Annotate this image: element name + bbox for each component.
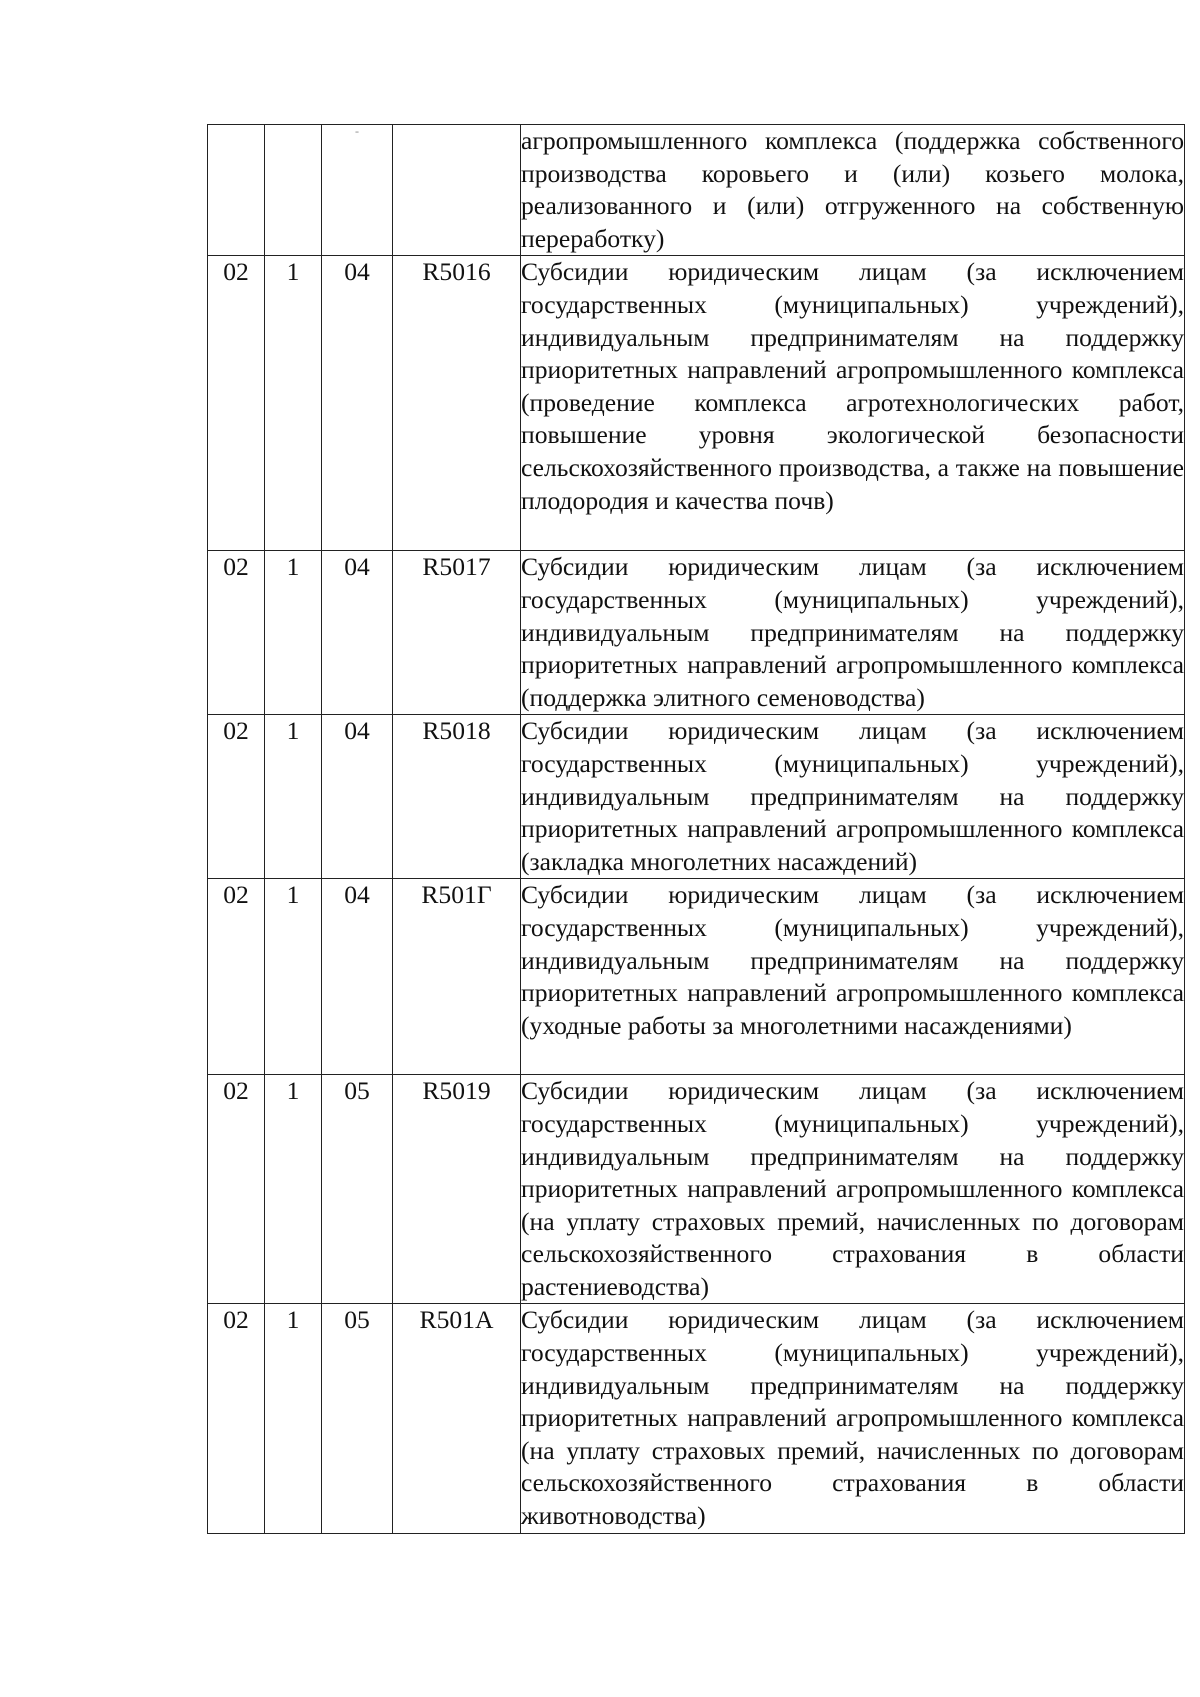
direction-code-cell: R5017 — [393, 551, 521, 715]
subprogram-code-cell: 1 — [265, 551, 322, 715]
main-event-code-cell: 05 — [322, 1304, 393, 1534]
main-event-code-cell — [322, 125, 393, 256]
table-row — [208, 1075, 1185, 1304]
table-row — [208, 551, 1185, 715]
subprogram-code-cell — [265, 125, 322, 256]
subprogram-code-cell: 1 — [265, 1304, 322, 1534]
program-code-cell: 02 — [208, 715, 265, 879]
description-text: Субсидии юридическим лицам (за исключением государственных (муниципальных) учреждений), индивидуальным предпринимателям на поддержку приоритетных направлений агропромышленного комплекса (на уплату страховых премий, начисленных по договорам сельскохозяйственного страхования в области животноводства) — [521, 1305, 1184, 1531]
program-code-cell: 02 — [208, 1304, 265, 1534]
subprogram-code-cell: 1 — [265, 1075, 322, 1304]
program-code-cell: 02 — [208, 551, 265, 715]
stray-mark: - — [355, 124, 359, 138]
program-code-cell: 02 — [208, 256, 265, 551]
direction-code-cell: R501А — [393, 1304, 521, 1534]
direction-code-cell — [393, 125, 521, 256]
description-text: Субсидии юридическим лицам (за исключением государственных (муниципальных) учреждений), индивидуальным предпринимателям на поддержку приоритетных направлений агропромышленного комплекса (уходные работы за многолетними насаждениями) — [521, 880, 1184, 1040]
subprogram-code-cell: 1 — [265, 256, 322, 551]
subprogram-code-cell: 1 — [265, 715, 322, 879]
table-row — [208, 715, 1185, 879]
main-event-code-cell: 05 — [322, 1075, 393, 1304]
description-cell — [521, 551, 1185, 715]
description-text: Субсидии юридическим лицам (за исключением государственных (муниципальных) учреждений), индивидуальным предпринимателям на поддержку приоритетных направлений агропромышленного комплекса (поддержка элитного семеноводства) — [521, 552, 1184, 712]
direction-code-cell: R501Г — [393, 879, 521, 1075]
table-row — [208, 256, 1185, 551]
main-event-code-cell: 04 — [322, 715, 393, 879]
table-row — [208, 1304, 1185, 1534]
budget-classification-table — [207, 124, 1185, 1534]
direction-code-cell: R5019 — [393, 1075, 521, 1304]
program-code-cell: 02 — [208, 879, 265, 1075]
subprogram-code-cell: 1 — [265, 879, 322, 1075]
description-text: Субсидии юридическим лицам (за исключением государственных (муниципальных) учреждений), индивидуальным предпринимателям на поддержку приоритетных направлений агропромышленного комплекса (на уплату страховых премий, начисленных по договорам сельскохозяйственного страхования в области растениеводства) — [521, 1076, 1184, 1301]
description-cell — [521, 1075, 1185, 1304]
description-cell — [521, 879, 1185, 1075]
description-cell — [521, 125, 1185, 256]
description-cell — [521, 715, 1185, 879]
direction-code-cell: R5016 — [393, 256, 521, 551]
table-row — [208, 125, 1185, 256]
description-cell — [521, 256, 1185, 551]
description-cell — [521, 1304, 1185, 1534]
main-event-code-cell: 04 — [322, 551, 393, 715]
description-text: Субсидии юридическим лицам (за исключением государственных (муниципальных) учреждений), индивидуальным предпринимателям на поддержку приоритетных направлений агропромышленного комплекса (закладка многолетних насаждений) — [521, 716, 1184, 876]
program-code-cell: 02 — [208, 1075, 265, 1304]
table-row — [208, 879, 1185, 1075]
main-event-code-cell: 04 — [322, 256, 393, 551]
program-code-cell — [208, 125, 265, 256]
description-text: Субсидии юридическим лицам (за исключением государственных (муниципальных) учреждений), индивидуальным предпринимателям на поддержку приоритетных направлений агропромышленного комплекса (проведение комплекса агротехнологических работ, повышение уровня экологической безопасности сельскохозяйственного производства, а также на повышение плодородия и качества почв) — [521, 257, 1184, 515]
direction-code-cell: R5018 — [393, 715, 521, 879]
main-event-code-cell: 04 — [322, 879, 393, 1075]
description-text: агропромышленного комплекса (поддержка собственного производства коровьего и (или) козьего молока, реализованного и (или) отгруженного на собственную переработку) — [521, 126, 1184, 253]
